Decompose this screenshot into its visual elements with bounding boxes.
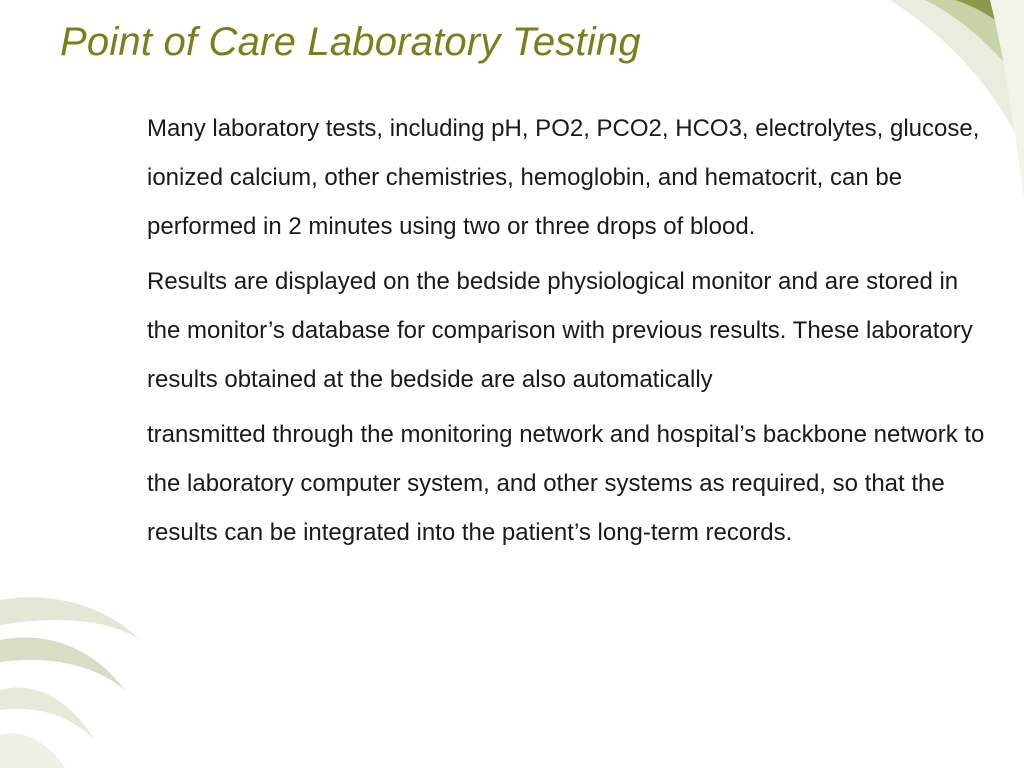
paragraph-lab-tests: Many laboratory tests, including pH, PO2, PCO2, HCO3, electrolytes, glucose, ionized calcium, other chemistries, hemoglobin, and hematocrit, can be performed in 2 minutes using two or three drops of blood. <box>147 115 980 240</box>
slide-title: Point of Care Laboratory Testing <box>60 20 641 64</box>
slide-body <box>147 104 997 563</box>
bottom-left-swoosh <box>0 597 140 768</box>
paragraph-results-display: Results are displayed on the bedside physiological monitor and are stored in the monitor’s database for comparison with previous results. These laboratory results obtained at the bedside are also automatically <box>147 268 973 393</box>
paragraph-transmission: transmitted through the monitoring network and hospital’s backbone network to the laboratory computer system, and other systems as required, so that the results can be integrated into the patient’s long-term records. <box>147 421 985 546</box>
